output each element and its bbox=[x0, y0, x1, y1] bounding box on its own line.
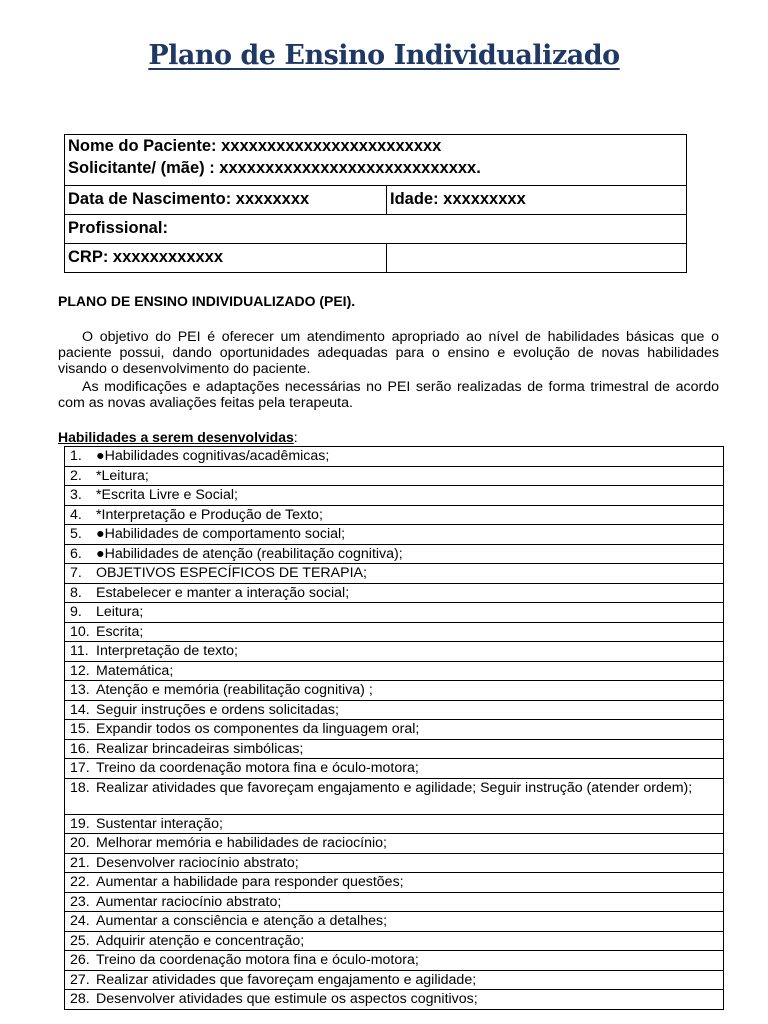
item-text: Seguir instruções e ordens solicitadas; bbox=[96, 701, 339, 718]
item-number: 11. bbox=[70, 643, 89, 659]
list-item bbox=[65, 912, 723, 929]
item-text: *Leitura; bbox=[96, 467, 149, 484]
item-number: 26. bbox=[70, 952, 90, 968]
list-item bbox=[65, 506, 723, 523]
item-number: 28. bbox=[70, 991, 90, 1007]
skill-cell bbox=[65, 739, 724, 759]
skill-cell bbox=[65, 681, 724, 701]
modifications-paragraph: As modificações e adaptações necessárias no PEI serão realizadas de forma trimestral de acordo com as novas avaliações feitas pela terapeuta. bbox=[58, 379, 719, 411]
list-item bbox=[65, 467, 723, 484]
item-text: *Interpretação e Produção de Texto; bbox=[96, 506, 323, 523]
item-text: Aumentar a habilidade para responder questões; bbox=[96, 874, 404, 890]
item-text: Treino da coordenação motora fina e óculo-motora; bbox=[96, 760, 419, 776]
item-text: Sustentar interação; bbox=[96, 815, 223, 832]
item-number: 2. bbox=[70, 467, 82, 484]
table-row bbox=[65, 814, 724, 834]
table-row bbox=[65, 447, 724, 467]
skill-cell bbox=[65, 853, 724, 873]
skill-cell bbox=[65, 759, 724, 779]
list-item bbox=[65, 834, 723, 851]
table-row bbox=[65, 622, 724, 642]
item-number: 24. bbox=[70, 913, 90, 929]
list-item bbox=[65, 447, 723, 464]
skill-cell bbox=[65, 583, 724, 603]
item-number: 7. bbox=[70, 565, 82, 581]
item-text: Realizar atividades que favoreçam engajamento e agilidade; Seguir instrução (atender ordem); bbox=[96, 779, 693, 796]
skill-cell bbox=[65, 525, 724, 545]
skill-cell bbox=[65, 970, 724, 990]
item-text: Desenvolver atividades que estimule os aspectos cognitivos; bbox=[96, 991, 478, 1007]
list-item bbox=[65, 701, 723, 718]
item-number: 22. bbox=[70, 874, 90, 890]
item-number: 16. bbox=[70, 740, 90, 757]
crp: CRP: xxxxxxxxxxxx bbox=[65, 244, 387, 273]
table-row bbox=[65, 466, 724, 486]
skill-cell bbox=[65, 778, 724, 814]
table-row bbox=[65, 834, 724, 854]
list-item bbox=[65, 873, 723, 890]
objective-paragraph: O objetivo do PEI é oferecer um atendimento apropriado ao nível de habilidades básicas que o paciente possui, dando oportunidades adequadas para o ensino e evolução de novas habilidades visando o desenvolvimento do paciente. bbox=[58, 329, 719, 377]
skills-table bbox=[64, 446, 724, 1010]
item-number: 23. bbox=[70, 893, 90, 910]
list-item bbox=[65, 486, 723, 503]
item-text: Aumentar a consciência e atenção a detalhes; bbox=[96, 913, 388, 929]
item-text: Leitura; bbox=[96, 604, 144, 620]
list-item bbox=[65, 893, 723, 910]
list-item bbox=[65, 564, 723, 581]
list-item bbox=[65, 642, 723, 659]
item-text: Melhorar memória e habilidades de raciocínio; bbox=[96, 835, 387, 851]
list-item bbox=[65, 815, 723, 832]
list-item bbox=[65, 779, 723, 796]
list-item bbox=[65, 584, 723, 601]
table-row bbox=[65, 931, 724, 951]
patient-name-cell bbox=[65, 135, 687, 186]
table-row bbox=[65, 853, 724, 873]
item-text: ●Habilidades de comportamento social; bbox=[96, 526, 346, 542]
skill-cell bbox=[65, 486, 724, 506]
skill-cell bbox=[65, 873, 724, 893]
crp-empty-cell bbox=[387, 244, 687, 273]
table-row bbox=[65, 778, 724, 814]
item-number: 25. bbox=[70, 932, 90, 949]
table-row bbox=[65, 486, 724, 506]
item-number: 14. bbox=[70, 701, 90, 718]
item-number: 19. bbox=[70, 815, 90, 832]
skills-heading-colon: : bbox=[293, 429, 298, 445]
item-text: Realizar brincadeiras simbólicas; bbox=[96, 740, 304, 757]
professional: Profissional: bbox=[65, 215, 687, 244]
item-text: Expandir todos os componentes da linguagem oral; bbox=[96, 721, 420, 737]
item-text: Adquirir atenção e concentração; bbox=[96, 932, 305, 949]
list-item bbox=[65, 990, 723, 1007]
list-item bbox=[65, 525, 723, 542]
item-number: 12. bbox=[70, 662, 90, 679]
skill-cell bbox=[65, 661, 724, 681]
birth-date: Data de Nascimento: xxxxxxxx bbox=[65, 186, 387, 215]
skill-cell bbox=[65, 951, 724, 971]
item-text: Desenvolver raciocínio abstrato; bbox=[96, 854, 299, 871]
skill-cell bbox=[65, 505, 724, 525]
list-item bbox=[65, 623, 723, 640]
table-row bbox=[65, 525, 724, 545]
item-number: 17. bbox=[70, 760, 90, 776]
item-number: 9. bbox=[70, 604, 82, 620]
skill-cell bbox=[65, 564, 724, 584]
table-row bbox=[65, 603, 724, 623]
item-number: 1. bbox=[70, 448, 82, 464]
skill-cell bbox=[65, 700, 724, 720]
age: Idade: xxxxxxxxx bbox=[387, 186, 687, 215]
skill-cell bbox=[65, 912, 724, 932]
skill-cell bbox=[65, 720, 724, 740]
table-row bbox=[65, 642, 724, 662]
document-title: Plano de Ensino Individualizado bbox=[148, 40, 620, 71]
item-text: Atenção e memória (reabilitação cognitiva) ; bbox=[96, 682, 373, 698]
table-row bbox=[65, 564, 724, 584]
item-number: 27. bbox=[70, 971, 90, 988]
table-row bbox=[65, 990, 724, 1010]
item-text: Estabelecer e manter a interação social; bbox=[96, 584, 350, 601]
item-number: 18. bbox=[70, 779, 90, 796]
skill-cell bbox=[65, 892, 724, 912]
table-row bbox=[65, 700, 724, 720]
table-row bbox=[65, 912, 724, 932]
list-item bbox=[65, 740, 723, 757]
item-text: Treino da coordenação motora fina e óculo-motora; bbox=[96, 952, 419, 968]
table-row bbox=[65, 681, 724, 701]
item-number: 4. bbox=[70, 506, 82, 523]
skill-cell bbox=[65, 990, 724, 1010]
table-row bbox=[65, 720, 724, 740]
item-text: Matemática; bbox=[96, 662, 174, 679]
skills-heading-text: Habilidades a serem desenvolvidas bbox=[58, 429, 294, 445]
list-item bbox=[65, 951, 723, 968]
list-item bbox=[65, 681, 723, 698]
table-row bbox=[65, 892, 724, 912]
item-number: 20. bbox=[70, 835, 90, 851]
table-row bbox=[65, 661, 724, 681]
skill-cell bbox=[65, 642, 724, 662]
skill-cell bbox=[65, 544, 724, 564]
item-number: 3. bbox=[70, 487, 82, 503]
item-text: Interpretação de texto; bbox=[96, 643, 238, 659]
item-number: 6. bbox=[70, 545, 82, 562]
item-text: Realizar atividades que favoreçam engajamento e agilidade; bbox=[96, 971, 477, 988]
skill-cell bbox=[65, 466, 724, 486]
item-number: 10. bbox=[70, 623, 90, 640]
item-number: 5. bbox=[70, 526, 82, 542]
item-text: *Escrita Livre e Social; bbox=[96, 487, 238, 503]
list-item bbox=[65, 545, 723, 562]
item-number: 15. bbox=[70, 721, 90, 737]
item-text: Aumentar raciocínio abstrato; bbox=[96, 893, 282, 910]
item-text: ●Habilidades cognitivas/acadêmicas; bbox=[96, 448, 330, 464]
list-item bbox=[65, 603, 723, 620]
item-text: ●Habilidades de atenção (reabilitação cognitiva); bbox=[96, 545, 403, 562]
table-row bbox=[65, 739, 724, 759]
table-row bbox=[65, 970, 724, 990]
skill-cell bbox=[65, 447, 724, 467]
item-number: 21. bbox=[70, 854, 90, 871]
requester: Solicitante/ (mãe) : xxxxxxxxxxxxxxxxxxxxxxxxxxxx. bbox=[68, 159, 481, 177]
table-row bbox=[65, 873, 724, 893]
skill-cell bbox=[65, 834, 724, 854]
skill-cell bbox=[65, 931, 724, 951]
table-row bbox=[65, 583, 724, 603]
list-item bbox=[65, 854, 723, 871]
skill-cell bbox=[65, 603, 724, 623]
list-item bbox=[65, 662, 723, 679]
item-text: Escrita; bbox=[96, 623, 144, 640]
list-item bbox=[65, 720, 723, 737]
item-number: 8. bbox=[70, 584, 82, 601]
patient-info-table bbox=[64, 134, 687, 273]
table-row bbox=[65, 505, 724, 525]
list-item bbox=[65, 971, 723, 988]
list-item bbox=[65, 932, 723, 949]
table-row bbox=[65, 759, 724, 779]
item-text: OBJETIVOS ESPECÍFICOS DE TERAPIA; bbox=[96, 565, 367, 581]
section-heading: PLANO DE ENSINO INDIVIDUALIZADO (PEI). bbox=[58, 293, 356, 309]
table-row bbox=[65, 544, 724, 564]
table-row bbox=[65, 951, 724, 971]
skill-cell bbox=[65, 622, 724, 642]
skills-heading bbox=[58, 429, 298, 445]
skill-cell bbox=[65, 814, 724, 834]
item-number: 13. bbox=[70, 682, 90, 698]
list-item bbox=[65, 759, 723, 776]
patient-name: Nome do Paciente: xxxxxxxxxxxxxxxxxxxxxxxx bbox=[68, 137, 442, 155]
